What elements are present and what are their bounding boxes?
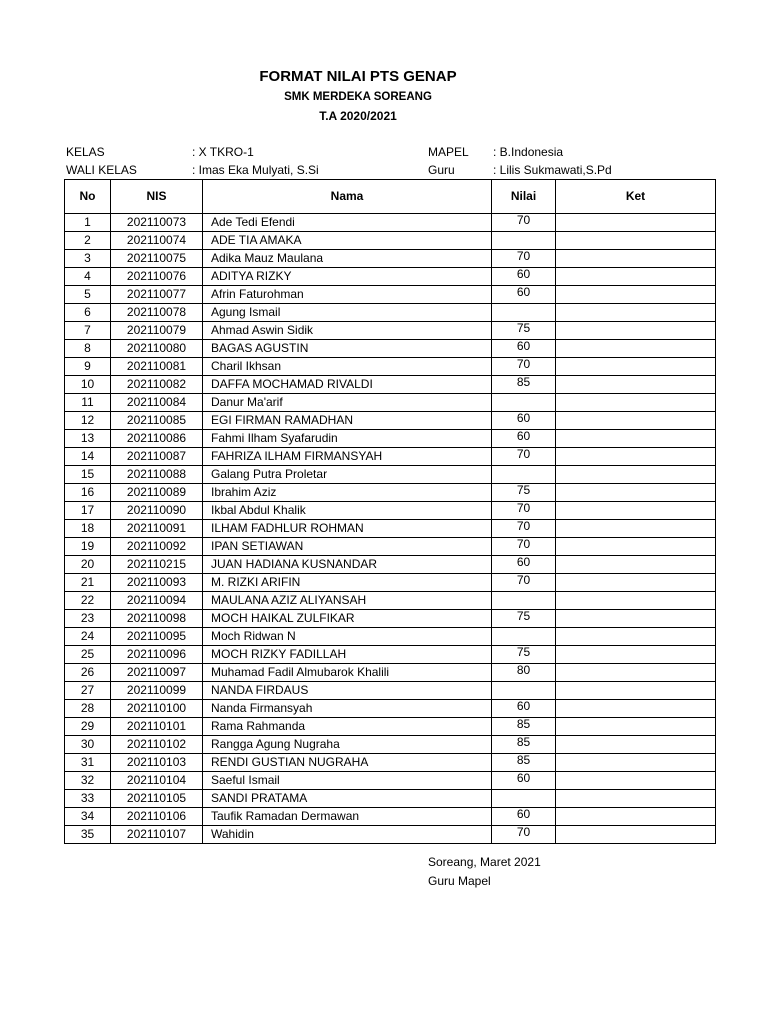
cell-nis: 202110105 xyxy=(111,790,203,808)
cell-no: 10 xyxy=(65,376,111,394)
cell-nis: 202110097 xyxy=(111,664,203,682)
cell-nis: 202110088 xyxy=(111,466,203,484)
cell-no: 30 xyxy=(65,736,111,754)
place-date: Soreang, Maret 2021 xyxy=(428,855,541,869)
cell-nis: 202110092 xyxy=(111,538,203,556)
cell-nis: 202110090 xyxy=(111,502,203,520)
academic-year: T.A 2020/2021 xyxy=(319,109,397,123)
kelas-label: KELAS xyxy=(66,145,105,159)
cell-nilai: 70 xyxy=(492,538,556,556)
cell-nis: 202110095 xyxy=(111,628,203,646)
cell-nilai xyxy=(492,394,556,412)
cell-nis: 202110077 xyxy=(111,286,203,304)
table-row xyxy=(65,610,716,628)
cell-nis: 202110076 xyxy=(111,268,203,286)
cell-ket xyxy=(556,520,716,538)
cell-nama: FAHRIZA ILHAM FIRMANSYAH xyxy=(203,448,492,466)
cell-ket xyxy=(556,232,716,250)
cell-nama: Fahmi Ilham Syafarudin xyxy=(203,430,492,448)
cell-ket xyxy=(556,376,716,394)
cell-nilai: 60 xyxy=(492,808,556,826)
cell-nama: BAGAS AGUSTIN xyxy=(203,340,492,358)
cell-nilai: 70 xyxy=(492,826,556,844)
cell-nis: 202110091 xyxy=(111,520,203,538)
cell-ket xyxy=(556,646,716,664)
cell-nama: Ibrahim Aziz xyxy=(203,484,492,502)
cell-nilai: 60 xyxy=(492,268,556,286)
cell-nilai: 85 xyxy=(492,376,556,394)
cell-nama: Ade Tedi Efendi xyxy=(203,214,492,232)
guru-value: : Lilis Sukmawati,S.Pd xyxy=(493,163,612,177)
cell-nis: 202110103 xyxy=(111,754,203,772)
cell-nilai: 75 xyxy=(492,322,556,340)
cell-no: 3 xyxy=(65,250,111,268)
mapel-label: MAPEL xyxy=(428,145,469,159)
wali-kelas-label: WALI KELAS xyxy=(66,163,137,177)
table-row xyxy=(65,322,716,340)
cell-ket xyxy=(556,628,716,646)
mapel-value: : B.Indonesia xyxy=(493,145,564,159)
cell-ket xyxy=(556,502,716,520)
cell-nama: Galang Putra Proletar xyxy=(203,466,492,484)
cell-nama: Charil Ikhsan xyxy=(203,358,492,376)
cell-no: 14 xyxy=(65,448,111,466)
cell-no: 34 xyxy=(65,808,111,826)
cell-nis: 202110106 xyxy=(111,808,203,826)
column-header-no: No xyxy=(65,180,111,214)
cell-nilai: 60 xyxy=(492,700,556,718)
cell-nama: RENDI GUSTIAN NUGRAHA xyxy=(203,754,492,772)
cell-no: 24 xyxy=(65,628,111,646)
cell-nilai: 85 xyxy=(492,736,556,754)
cell-nis: 202110096 xyxy=(111,646,203,664)
cell-nilai: 60 xyxy=(492,340,556,358)
cell-no: 15 xyxy=(65,466,111,484)
cell-ket xyxy=(556,538,716,556)
cell-nama: Saeful Ismail xyxy=(203,772,492,790)
cell-nama: ADE TIA AMAKA xyxy=(203,232,492,250)
cell-nis: 202110084 xyxy=(111,394,203,412)
cell-nama: JUAN HADIANA KUSNANDAR xyxy=(203,556,492,574)
cell-nis: 202110215 xyxy=(111,556,203,574)
cell-ket xyxy=(556,826,716,844)
cell-nilai xyxy=(492,628,556,646)
cell-no: 29 xyxy=(65,718,111,736)
cell-no: 7 xyxy=(65,322,111,340)
table-row xyxy=(65,412,716,430)
cell-ket xyxy=(556,286,716,304)
cell-no: 6 xyxy=(65,304,111,322)
cell-ket xyxy=(556,754,716,772)
cell-nama: Muhamad Fadil Almubarok Khalili xyxy=(203,664,492,682)
table-row xyxy=(65,808,716,826)
cell-ket xyxy=(556,268,716,286)
cell-nis: 202110086 xyxy=(111,430,203,448)
table-row xyxy=(65,448,716,466)
cell-no: 9 xyxy=(65,358,111,376)
cell-nama: Afrin Faturohman xyxy=(203,286,492,304)
table-row xyxy=(65,700,716,718)
cell-nama: Ikbal Abdul Khalik xyxy=(203,502,492,520)
column-header-nis: NIS xyxy=(111,180,203,214)
cell-no: 28 xyxy=(65,700,111,718)
cell-nis: 202110082 xyxy=(111,376,203,394)
cell-no: 26 xyxy=(65,664,111,682)
cell-nilai xyxy=(492,304,556,322)
cell-nama: ILHAM FADHLUR ROHMAN xyxy=(203,520,492,538)
cell-no: 16 xyxy=(65,484,111,502)
table-row xyxy=(65,592,716,610)
cell-nilai: 70 xyxy=(492,250,556,268)
cell-nilai: 75 xyxy=(492,646,556,664)
cell-nilai xyxy=(492,682,556,700)
cell-nilai: 80 xyxy=(492,664,556,682)
cell-nis: 202110093 xyxy=(111,574,203,592)
cell-nama: Ahmad Aswin Sidik xyxy=(203,322,492,340)
cell-ket xyxy=(556,736,716,754)
cell-no: 25 xyxy=(65,646,111,664)
table-row xyxy=(65,538,716,556)
cell-no: 4 xyxy=(65,268,111,286)
cell-ket xyxy=(556,556,716,574)
wali-kelas-value: : Imas Eka Mulyati, S.Si xyxy=(192,163,319,177)
cell-nilai: 60 xyxy=(492,412,556,430)
cell-no: 17 xyxy=(65,502,111,520)
table-row xyxy=(65,466,716,484)
cell-no: 19 xyxy=(65,538,111,556)
cell-nis: 202110087 xyxy=(111,448,203,466)
cell-ket xyxy=(556,304,716,322)
cell-ket xyxy=(556,358,716,376)
cell-nama: IPAN SETIAWAN xyxy=(203,538,492,556)
cell-ket xyxy=(556,340,716,358)
cell-nilai: 75 xyxy=(492,484,556,502)
cell-nilai: 60 xyxy=(492,556,556,574)
cell-no: 35 xyxy=(65,826,111,844)
cell-ket xyxy=(556,592,716,610)
column-header-nilai: Nilai xyxy=(492,180,556,214)
cell-nama: Taufik Ramadan Dermawan xyxy=(203,808,492,826)
table-body xyxy=(65,214,716,844)
cell-no: 2 xyxy=(65,232,111,250)
cell-nis: 202110089 xyxy=(111,484,203,502)
table-row xyxy=(65,250,716,268)
cell-no: 32 xyxy=(65,772,111,790)
table-row xyxy=(65,232,716,250)
cell-nis: 202110101 xyxy=(111,718,203,736)
kelas-value: : X TKRO-1 xyxy=(192,145,254,159)
cell-no: 12 xyxy=(65,412,111,430)
cell-nama: MOCH HAIKAL ZULFIKAR xyxy=(203,610,492,628)
cell-nama: Wahidin xyxy=(203,826,492,844)
cell-nilai: 60 xyxy=(492,430,556,448)
cell-nama: DAFFA MOCHAMAD RIVALDI xyxy=(203,376,492,394)
cell-nis: 202110104 xyxy=(111,772,203,790)
column-header-nama: Nama xyxy=(203,180,492,214)
cell-nilai xyxy=(492,466,556,484)
table-row xyxy=(65,556,716,574)
cell-nilai: 70 xyxy=(492,574,556,592)
cell-no: 8 xyxy=(65,340,111,358)
table-row xyxy=(65,484,716,502)
table-row xyxy=(65,736,716,754)
document-title: FORMAT NILAI PTS GENAP xyxy=(259,68,457,85)
cell-nama: Danur Ma'arif xyxy=(203,394,492,412)
guru-label: Guru xyxy=(428,163,455,177)
cell-nis: 202110079 xyxy=(111,322,203,340)
table-row xyxy=(65,574,716,592)
table-row xyxy=(65,376,716,394)
cell-ket xyxy=(556,682,716,700)
cell-nis: 202110102 xyxy=(111,736,203,754)
cell-no: 21 xyxy=(65,574,111,592)
cell-nis: 202110078 xyxy=(111,304,203,322)
cell-ket xyxy=(556,430,716,448)
cell-nilai: 85 xyxy=(492,718,556,736)
table-row xyxy=(65,826,716,844)
cell-nama: M. RIZKI ARIFIN xyxy=(203,574,492,592)
cell-ket xyxy=(556,790,716,808)
cell-ket xyxy=(556,664,716,682)
cell-nama: Nanda Firmansyah xyxy=(203,700,492,718)
cell-ket xyxy=(556,214,716,232)
cell-nis: 202110080 xyxy=(111,340,203,358)
cell-ket xyxy=(556,466,716,484)
cell-nama: Agung Ismail xyxy=(203,304,492,322)
cell-nis: 202110074 xyxy=(111,232,203,250)
cell-nama: EGI FIRMAN RAMADHAN xyxy=(203,412,492,430)
cell-ket xyxy=(556,574,716,592)
table-row xyxy=(65,394,716,412)
cell-no: 18 xyxy=(65,520,111,538)
cell-ket xyxy=(556,322,716,340)
cell-nilai xyxy=(492,790,556,808)
cell-nilai: 60 xyxy=(492,772,556,790)
cell-nilai: 70 xyxy=(492,358,556,376)
cell-no: 13 xyxy=(65,430,111,448)
cell-nama: MAULANA AZIZ ALIYANSAH xyxy=(203,592,492,610)
table-row xyxy=(65,340,716,358)
cell-ket xyxy=(556,448,716,466)
table-row xyxy=(65,520,716,538)
cell-nama: Moch Ridwan N xyxy=(203,628,492,646)
cell-ket xyxy=(556,718,716,736)
cell-ket xyxy=(556,250,716,268)
cell-no: 23 xyxy=(65,610,111,628)
cell-ket xyxy=(556,808,716,826)
cell-nis: 202110075 xyxy=(111,250,203,268)
cell-nilai: 70 xyxy=(492,502,556,520)
cell-nilai: 70 xyxy=(492,214,556,232)
cell-nama: ADITYA RIZKY xyxy=(203,268,492,286)
cell-no: 20 xyxy=(65,556,111,574)
cell-nis: 202110085 xyxy=(111,412,203,430)
column-header-ket: Ket xyxy=(556,180,716,214)
grades-table xyxy=(64,179,716,844)
cell-ket xyxy=(556,412,716,430)
cell-nama: SANDI PRATAMA xyxy=(203,790,492,808)
table-row xyxy=(65,718,716,736)
table-row xyxy=(65,358,716,376)
table-row xyxy=(65,286,716,304)
cell-nis: 202110100 xyxy=(111,700,203,718)
cell-nilai xyxy=(492,232,556,250)
cell-nama: NANDA FIRDAUS xyxy=(203,682,492,700)
cell-no: 11 xyxy=(65,394,111,412)
table-row xyxy=(65,430,716,448)
cell-ket xyxy=(556,700,716,718)
table-row xyxy=(65,268,716,286)
cell-no: 33 xyxy=(65,790,111,808)
table-row xyxy=(65,646,716,664)
cell-nis: 202110094 xyxy=(111,592,203,610)
cell-nama: Adika Mauz Maulana xyxy=(203,250,492,268)
cell-nilai: 60 xyxy=(492,286,556,304)
table-header-row xyxy=(65,180,716,214)
cell-no: 1 xyxy=(65,214,111,232)
cell-ket xyxy=(556,772,716,790)
cell-nis: 202110107 xyxy=(111,826,203,844)
cell-nis: 202110099 xyxy=(111,682,203,700)
cell-nis: 202110098 xyxy=(111,610,203,628)
cell-nilai: 85 xyxy=(492,754,556,772)
cell-nis: 202110073 xyxy=(111,214,203,232)
table-row xyxy=(65,664,716,682)
cell-nilai: 75 xyxy=(492,610,556,628)
cell-no: 27 xyxy=(65,682,111,700)
table-row xyxy=(65,754,716,772)
cell-no: 22 xyxy=(65,592,111,610)
cell-nama: Rangga Agung Nugraha xyxy=(203,736,492,754)
signatory-label: Guru Mapel xyxy=(428,874,491,888)
cell-nama: MOCH RIZKY FADILLAH xyxy=(203,646,492,664)
table-row xyxy=(65,772,716,790)
table-row xyxy=(65,502,716,520)
cell-nilai xyxy=(492,592,556,610)
table-row xyxy=(65,628,716,646)
cell-nilai: 70 xyxy=(492,448,556,466)
cell-no: 5 xyxy=(65,286,111,304)
cell-ket xyxy=(556,484,716,502)
cell-nama: Rama Rahmanda xyxy=(203,718,492,736)
table-row xyxy=(65,682,716,700)
cell-ket xyxy=(556,394,716,412)
cell-no: 31 xyxy=(65,754,111,772)
cell-nilai: 70 xyxy=(492,520,556,538)
table-row xyxy=(65,790,716,808)
cell-nis: 202110081 xyxy=(111,358,203,376)
school-name: SMK MERDEKA SOREANG xyxy=(284,91,432,103)
table-row xyxy=(65,304,716,322)
table-row xyxy=(65,214,716,232)
cell-ket xyxy=(556,610,716,628)
